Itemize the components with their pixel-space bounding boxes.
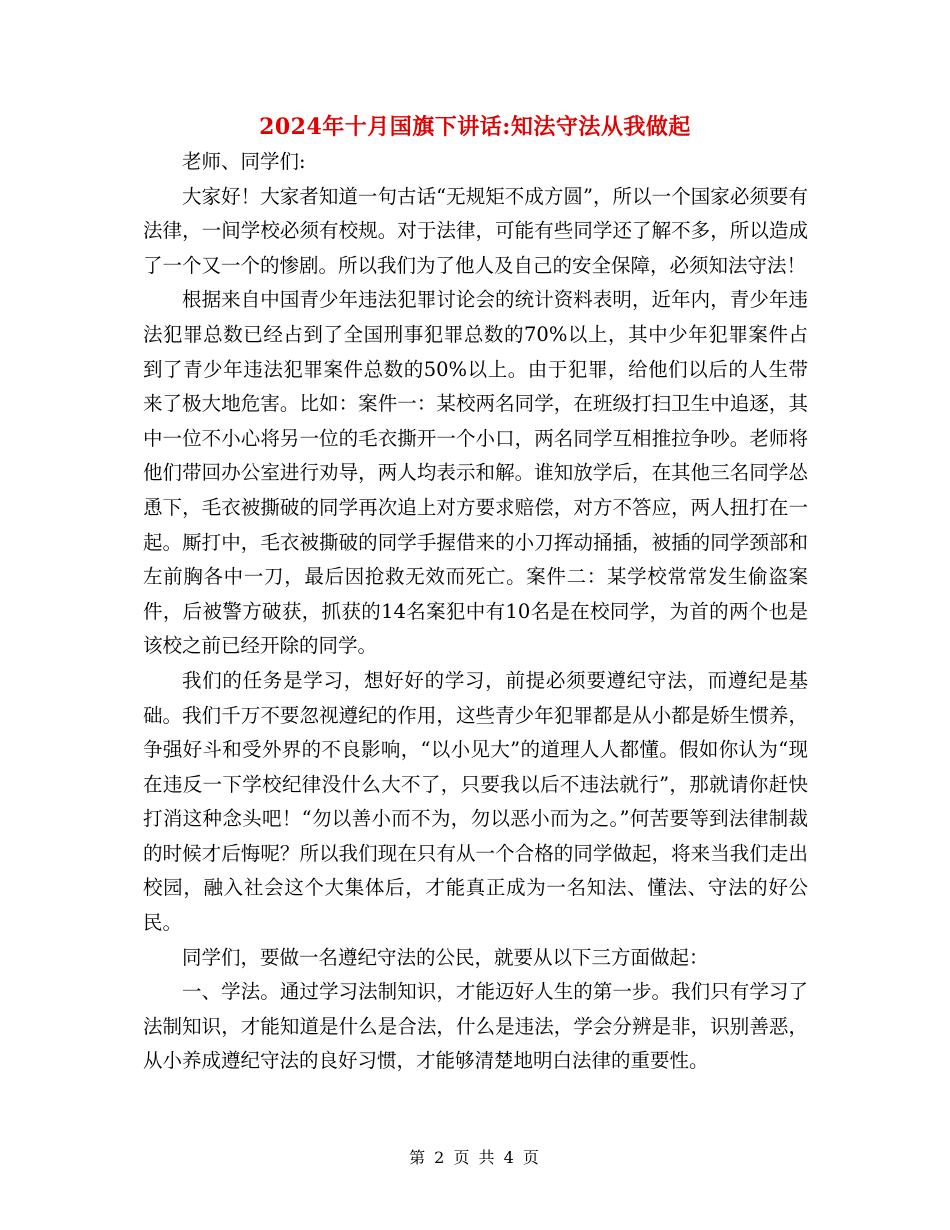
- discipline-paragraph: 我们的任务是学习，想好好的学习，前提必须要遵纪守法，而遵纪是基础。我们千万不要忽视遵纪的作用，这些青少年犯罪都是从小都是娇生惯养，争强好斗和受外界的不良影响，“以小见大”的道理人人都懂。假如你认为“现在违反一下学校纪律没什么大不了，只要我以后不违法就行”，那就请你赶快打消这种念头吧！“勿以善小而不为，勿以恶小而为之。”何苦要等到法律制裁的时候才后悔呢？所以我们现在只有从一个合格的同学做起，将来当我们走出校园，融入社会这个大集体后，才能真正成为一名知法、懂法、守法的好公民。: [143, 668, 808, 935]
- statistics-cases-paragraph: 根据来自中国青少年违法犯罪讨论会的统计资料表明，近年内，青少年违法犯罪总数已经占到了全国刑事犯罪总数的70%以上，其中少年犯罪案件占到了青少年违法犯罪案件总数的50%以上。由于犯罪，给他们以后的人生带来了极大地危害。比如：案件一：某校两名同学，在班级打扫卫生中追逐，其中一位不小心将另一位的毛衣撕开一个小口，两名同学互相推拉争吵。老师将他们带回办公室进行劝导，两人均表示和解。谁知放学后，在其他三名同学怂恿下，毛衣被撕破的同学再次追上对方要求赔偿，对方不答应，两人扭打在一起。厮打中，毛衣被撕破的同学手握借来的小刀挥动捅插，被插的同学颈部和左前胸各中一刀，最后因抢救无效而死亡。案件二：某学校常常发生偷盗案件，后被警方破获，抓获的14名案犯中有10名是在校同学，为首的两个也是该校之前已经开除的同学。: [143, 288, 808, 658]
- page-footer: 第 2 页 共 4 页: [409, 1148, 541, 1167]
- greeting-paragraph: 大家好！大家者知道一句古话“无规矩不成方圆”，所以一个国家必须要有法律，一间学校必须有校规。对于法律，可能有些同学还了解不多，所以造成了一个又一个的惨剧。所以我们为了他人及自己的安全保障，必须知法守法！: [143, 184, 808, 277]
- learn-law-paragraph: 一、学法。通过学习法制知识，才能迈好人生的第一步。我们只有学习了法制知识，才能知道是什么是合法，什么是违法，学会分辨是非，识别善恶，从小养成遵纪守法的良好习惯，才能够清楚地明白法律的重要性。: [143, 980, 808, 1073]
- salutation-paragraph: 老师、同学们:: [182, 150, 306, 173]
- three-aspects-intro-paragraph: 同学们，要做一名遵纪守法的公民，就要从以下三方面做起：: [182, 945, 709, 969]
- document-body: [143, 145, 808, 1079]
- page-title: 2024年十月国旗下讲话:知法守法从我做起: [259, 114, 691, 140]
